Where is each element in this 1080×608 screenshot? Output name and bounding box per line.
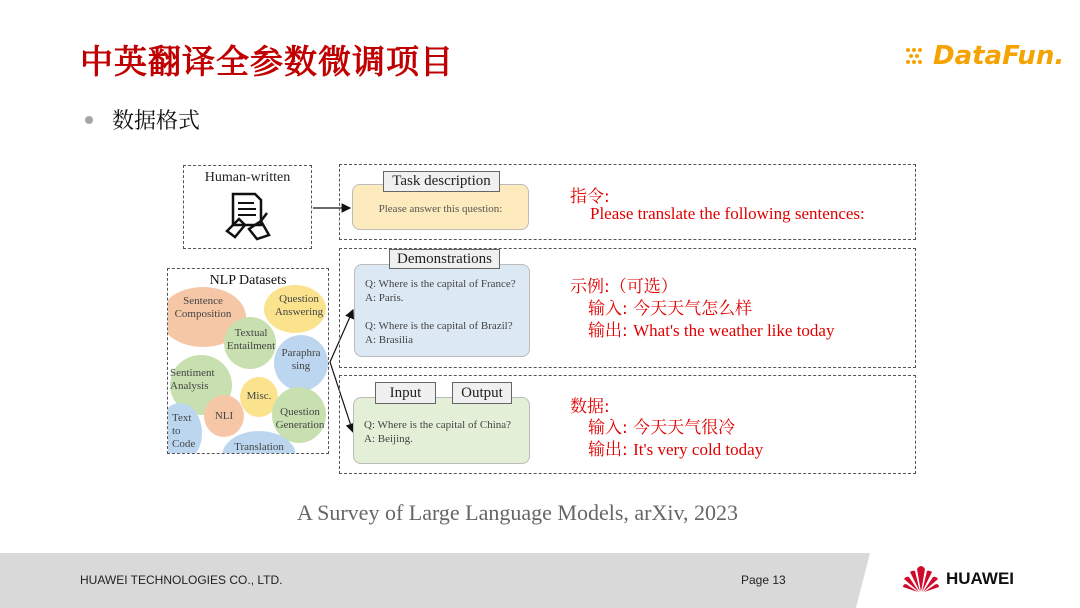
human-written-label: Human-written xyxy=(204,170,291,185)
demo-question-1: Q: Where is the capital of France? xyxy=(365,278,516,290)
label-question-generation: Question Generation xyxy=(275,406,325,431)
data-output-line xyxy=(588,435,763,460)
task-description-label: Task description xyxy=(383,171,500,192)
instruction-label: 指令: xyxy=(570,187,610,207)
example-output-text: What's the weather like today xyxy=(633,321,835,340)
data-label: 数据: xyxy=(570,397,610,417)
example-input-label: 输入: xyxy=(588,299,634,319)
nlp-datasets-label: NLP Datasets xyxy=(209,273,287,288)
instruction-text: Please translate the following sentences: xyxy=(590,204,865,223)
demo-question-2: Q: Where is the capital of Brazil? xyxy=(365,320,513,332)
demo-answer-2: A: Brasilia xyxy=(365,334,413,346)
label-textual-entailment: Textual Entailment xyxy=(226,327,276,352)
data-output-text: It's very cold today xyxy=(633,440,764,459)
label-translation: Translation xyxy=(234,441,284,453)
datafun-logo-text: DataFun. xyxy=(933,41,1065,71)
example-output-label: 输出: xyxy=(588,321,634,341)
label-text-to-code: Text to Code xyxy=(172,412,196,450)
demo-qa-1 xyxy=(365,277,516,305)
label-misc: Misc. xyxy=(246,390,272,402)
citation: A Survey of Large Language Models, arXiv, 2023 xyxy=(296,500,739,525)
slide-title: 中英翻译全参数微调项目 xyxy=(80,42,454,81)
demonstrations-card xyxy=(354,264,530,357)
label-question-answering: Question Answering xyxy=(274,293,324,318)
footer-company: HUAWEI TECHNOLOGIES CO., LTD. xyxy=(80,573,283,587)
io-answer: A: Beijing. xyxy=(364,433,413,445)
huawei-petal-icon xyxy=(902,565,940,593)
input-label: Input xyxy=(375,382,436,404)
data-input-label: 输入: xyxy=(588,418,634,438)
task-description-text: Please answer this question: xyxy=(378,203,503,215)
bullet-text: 数据格式 xyxy=(112,109,201,134)
input-output-card xyxy=(353,397,530,464)
demo-answer-1: A: Paris. xyxy=(365,292,404,304)
label-sentiment-analysis: Sentiment Analysis xyxy=(170,367,215,392)
label-nli: NLI xyxy=(214,410,234,422)
huawei-wordmark: HUAWEI xyxy=(946,569,1014,588)
label-sentence-composition: Sentence Composition xyxy=(174,295,232,320)
data-input-text: 今天天气很冷 xyxy=(633,418,736,438)
output-label: Output xyxy=(452,382,512,404)
huawei-logo xyxy=(902,565,1014,593)
page-number: Page 13 xyxy=(741,573,786,587)
example-input-text: 今天天气怎么样 xyxy=(633,299,753,319)
demo-qa-2 xyxy=(365,319,513,347)
io-qa xyxy=(364,418,511,446)
data-output-label: 输出: xyxy=(588,440,634,460)
demonstrations-label: Demonstrations xyxy=(389,249,500,269)
label-paraphrasing: Paraphra sing xyxy=(281,347,321,372)
example-output-line xyxy=(588,316,834,341)
io-question: Q: Where is the capital of China? xyxy=(364,419,512,431)
example-label: 示例:（可选） xyxy=(570,277,678,297)
